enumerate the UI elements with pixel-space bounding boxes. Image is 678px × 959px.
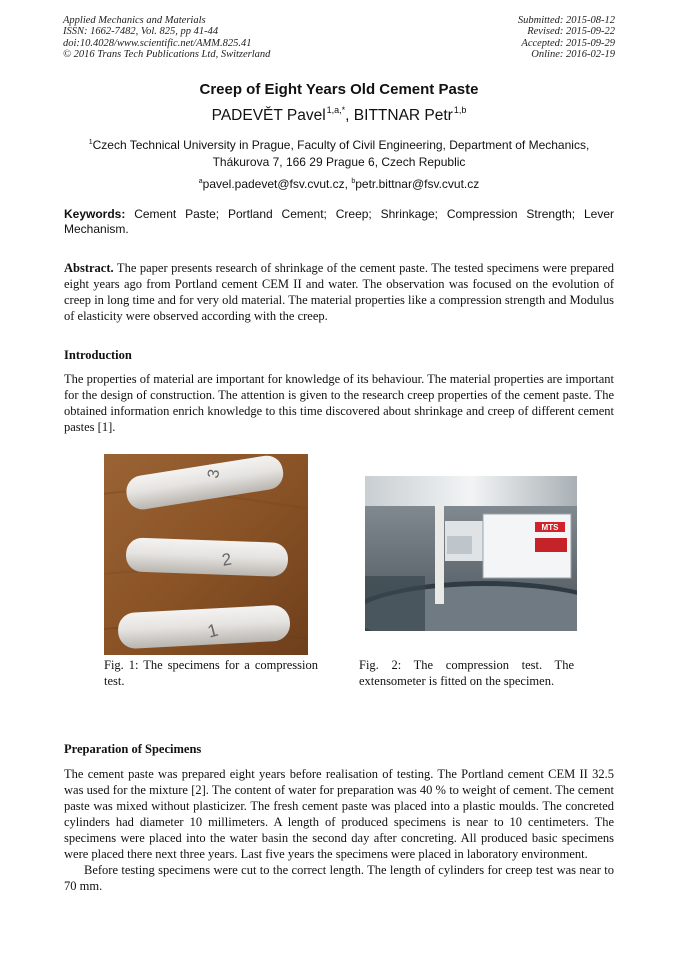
- email-b-marker: b: [351, 178, 356, 185]
- preparation-section: [64, 766, 614, 894]
- author-list: [0, 105, 678, 125]
- accepted-date: Accepted: 2015-09-29: [521, 37, 615, 49]
- affiliation-line-1: Czech Technical University in Prague, Faculty of Civil Engineering, Department of Mechanics,: [92, 138, 590, 152]
- abstract-label: Abstract.: [64, 261, 114, 275]
- affiliation-line-2: Thákurova 7, 166 29 Prague 6, Czech Republic: [212, 155, 466, 169]
- email-b[interactable]: petr.bittnar@fsv.cvut.cz: [355, 177, 480, 191]
- paper-title: Creep of Eight Years Old Cement Paste: [199, 81, 479, 98]
- journal-info: [63, 15, 270, 61]
- keywords-label: Keywords:: [64, 207, 126, 221]
- figure-2-caption: Fig. 2: The compression test. The extensometer is fitted on the specimen.: [359, 658, 574, 688]
- author-1-affil: 1,a,*: [326, 105, 346, 115]
- submitted-date: Submitted: 2015-08-12: [517, 15, 615, 26]
- preparation-heading: Preparation of Specimens: [64, 742, 202, 756]
- journal-issn: ISSN: 1662-7482, Vol. 825, pp 41-44: [63, 26, 219, 38]
- specimen-label-3: 3: [205, 468, 224, 480]
- affiliation-marker: 1: [88, 139, 93, 146]
- author-emails: [0, 177, 678, 191]
- author-2: BITTNAR Petr: [353, 107, 453, 124]
- figure-2-compression-test-photo: [365, 476, 577, 631]
- journal-name: Applied Mechanics and Materials: [63, 15, 206, 26]
- figure-1-caption: Fig. 1: The specimens for a compression test.: [104, 658, 318, 688]
- figure-1-specimens-photo: [104, 454, 308, 655]
- introduction-heading: Introduction: [64, 348, 132, 362]
- specimens-illustration: [104, 454, 308, 655]
- specimen-cylinder-2: [125, 537, 288, 577]
- journal-copyright: © 2016 Trans Tech Publications Ltd, Switzerland: [63, 49, 271, 61]
- email-a[interactable]: pavel.padevet@fsv.cvut.cz: [202, 177, 345, 191]
- preparation-paragraph-1: The cement paste was prepared eight years before realisation of testing. The Portland cement CEM II 32.5 was used for the mixture [2]. The content of water for preparation was 40 % to weight of cement. The cement paste was mixed without plasticizer. The fresh cement paste was placed into a plastic moulds. The concreted cylinders had diameter 10 millimeters. A length of produced specimens is near to 10 centimeters. The specimens were placed into the water basin the second day after concreting. All produced basic specimens were placed there next three years. Last five years the specimens were placed in laboratory environment.: [64, 767, 614, 861]
- abstract-text: The paper presents research of shrinkage of the cement paste. The tested specimens were prepared eight years ago from Portland cement CEM II and water. The observation was focused on the evolution of creep in long time and for very old material. The material properties like a compression strength and Modulus of elasticity were observed according with the creep.: [64, 261, 614, 323]
- journal-doi[interactable]: doi:10.4028/www.scientific.net/AMM.825.41: [63, 37, 252, 49]
- introduction-text: The properties of material are important for knowledge of its behaviour. The material properties are important for the design of construction. The attention is given to the research creep properties of the cement paste. The obtained information enrich knowledge to this time discovered about shrinkage and creep of different cement pastes [1].: [64, 372, 614, 434]
- author-1: PADEVĚT Pavel: [211, 107, 326, 124]
- author-2-affil: 1,b: [453, 105, 467, 115]
- affiliation: [64, 134, 614, 171]
- keywords-text: Cement Paste; Portland Cement; Creep; Shrinkage; Compression Strength; Lever Mechanism.: [64, 207, 614, 236]
- dates-info: [518, 15, 615, 61]
- author-separator: ,: [345, 107, 354, 124]
- compression-test-illustration: [365, 476, 577, 631]
- abstract: [64, 260, 614, 324]
- email-a-marker: a: [198, 178, 203, 185]
- keywords: [64, 207, 614, 237]
- online-date: Online: 2016-02-19: [531, 49, 615, 61]
- revised-date: Revised: 2015-09-22: [527, 26, 615, 38]
- preparation-paragraph-2: Before testing specimens were cut to the correct length. The length of cylinders for creep test was near to 70 mm.: [64, 863, 614, 893]
- specimen-label-1: 1: [205, 619, 221, 642]
- specimen-label-2: 2: [220, 549, 234, 570]
- extensometer-brand-label: MTS: [541, 523, 559, 532]
- email-separator: ,: [344, 177, 352, 191]
